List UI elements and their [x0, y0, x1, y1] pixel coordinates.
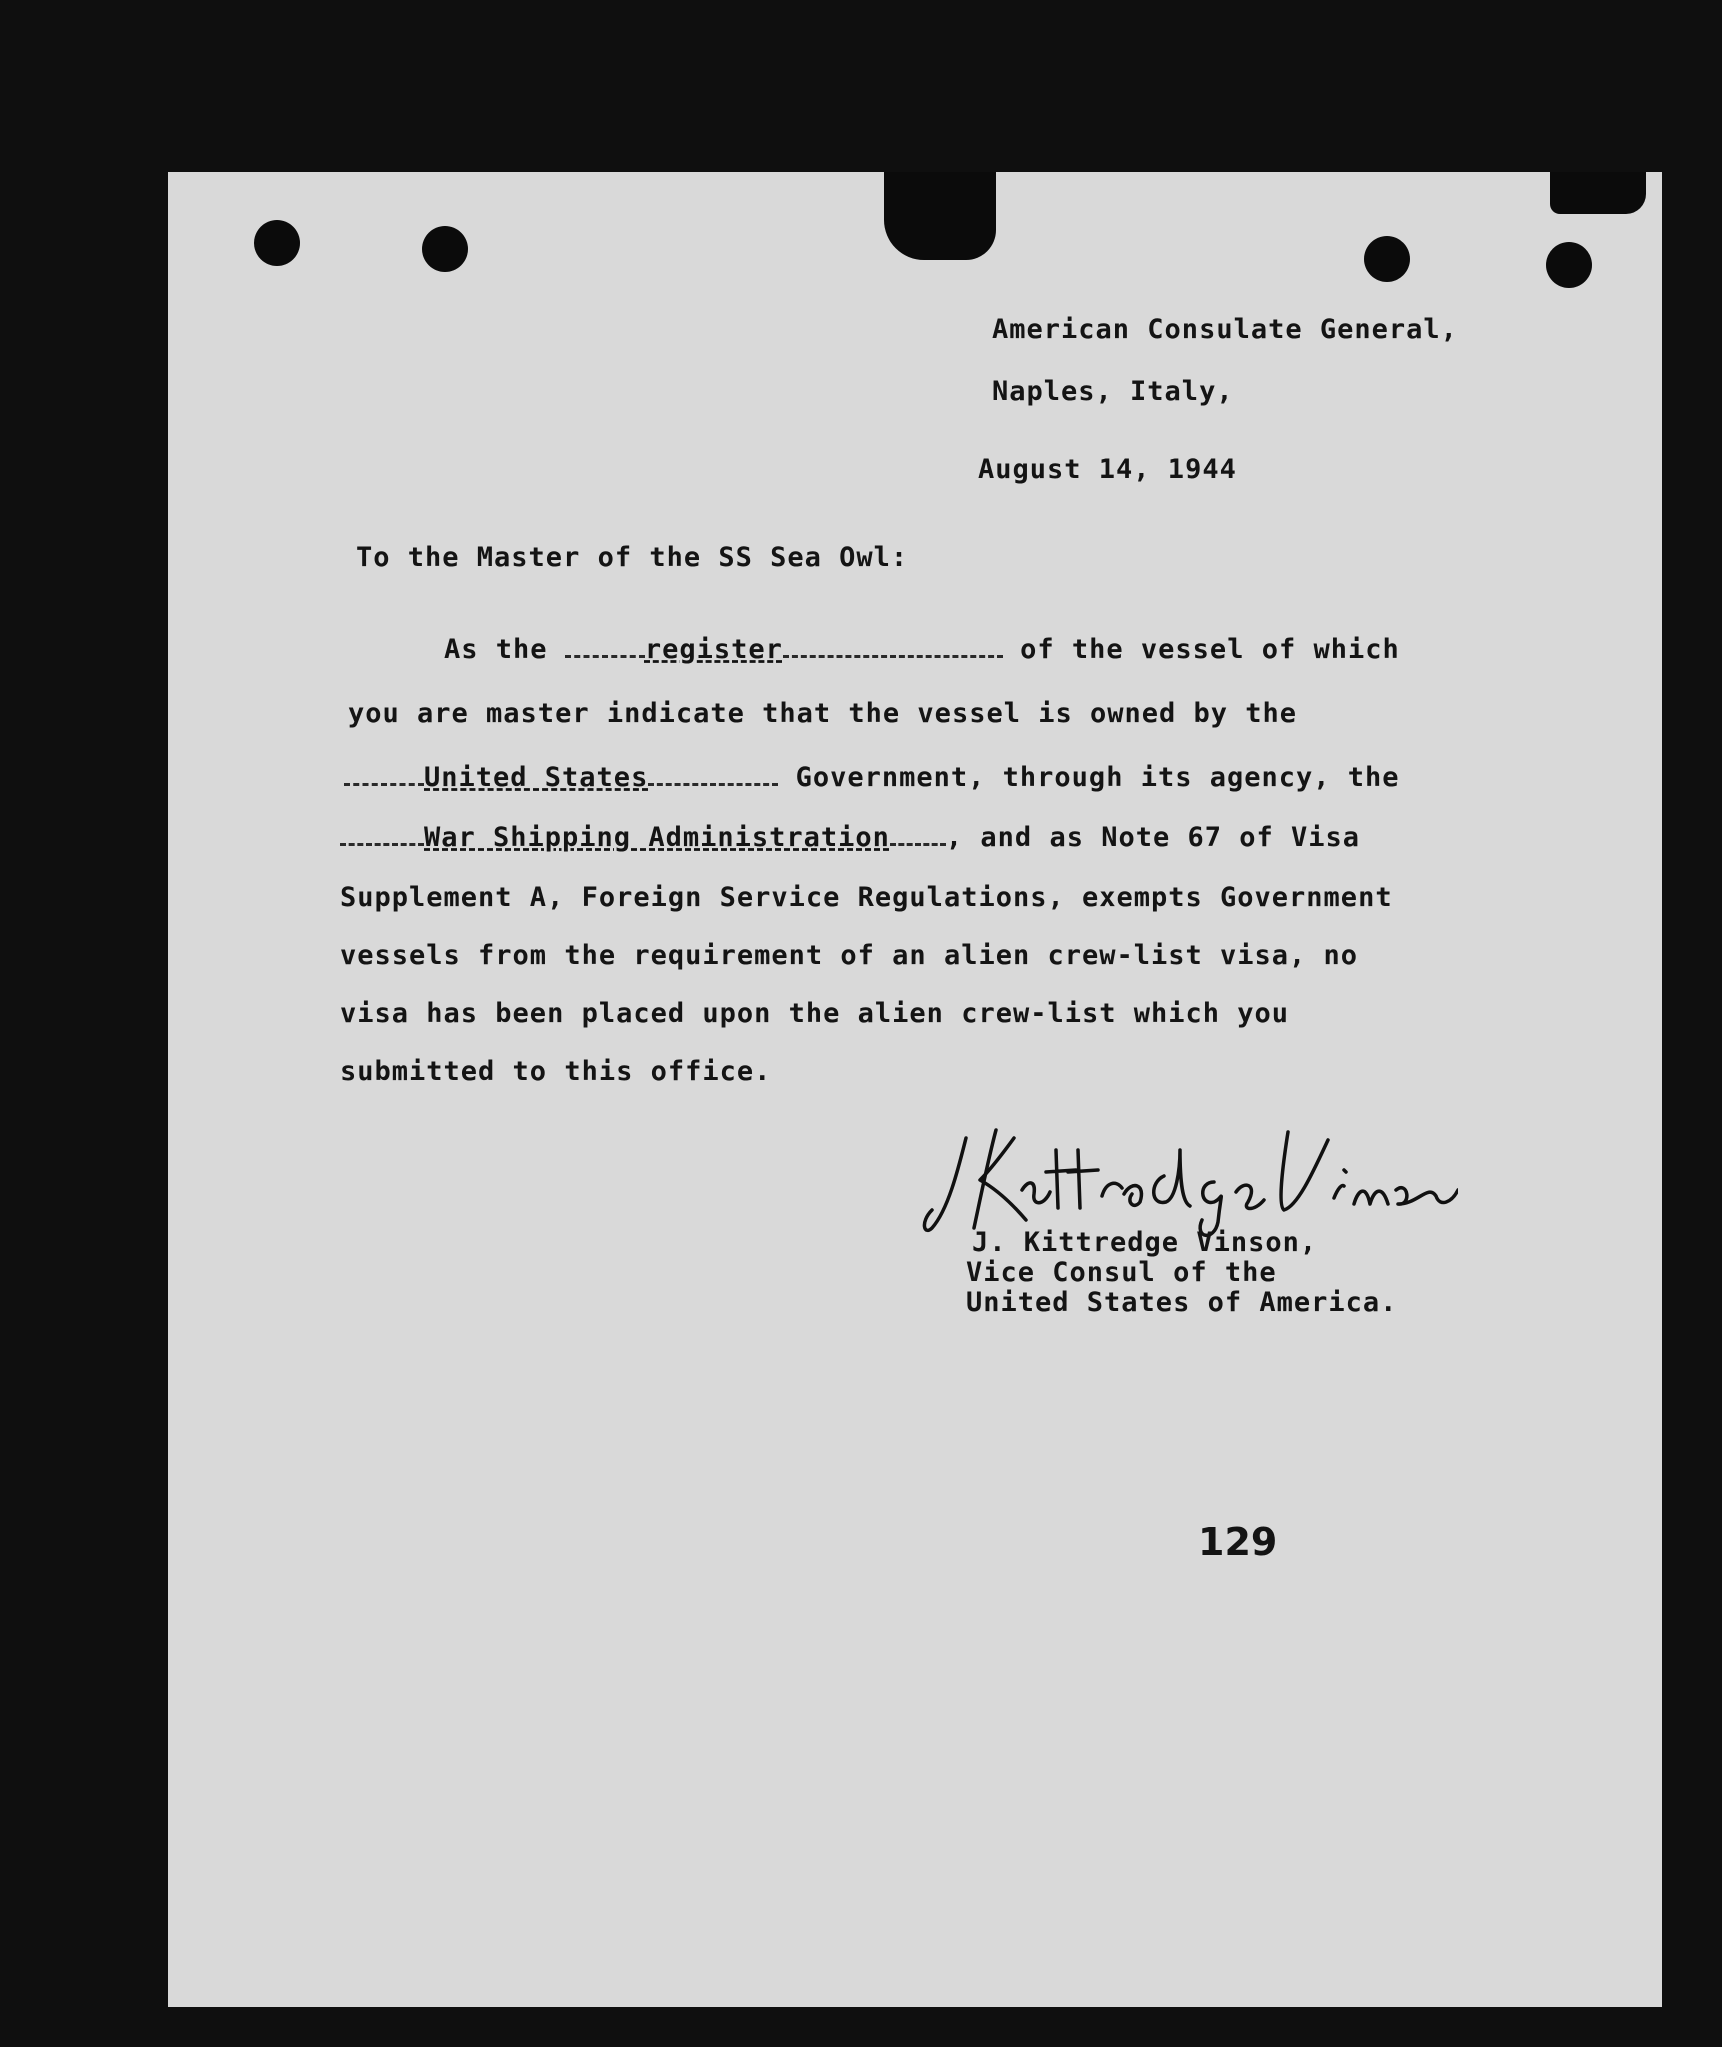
page-number: 129: [1198, 1520, 1278, 1564]
torn-corner: [1550, 172, 1646, 214]
body-line-1: [444, 634, 1400, 665]
body-line-7: visa has been placed upon the alien crew-list which you: [340, 998, 1290, 1029]
line1-fill: register: [644, 634, 783, 665]
body-line-2: you are master indicate that the vessel is owned by the: [348, 698, 1298, 729]
punch-hole-1: [254, 220, 300, 266]
punch-hole-3: [1364, 236, 1410, 282]
date-line: August 14, 1944: [978, 454, 1237, 485]
punch-hole-4: [1546, 242, 1592, 288]
body-line-8: submitted to this office.: [340, 1056, 772, 1087]
blank-dash: [340, 843, 424, 846]
line4-fill: War Shipping Administration: [424, 822, 890, 853]
blank-dash: [565, 655, 645, 658]
salutation: To the Master of the SS Sea Owl:: [356, 542, 909, 573]
signer-title: Vice Consul of the: [966, 1257, 1277, 1288]
body-line-5: Supplement A, Foreign Service Regulations, exempts Government: [340, 882, 1393, 913]
signer-country: United States of America.: [966, 1287, 1398, 1318]
letter-page: [168, 172, 1662, 2007]
office-line: American Consulate General,: [992, 314, 1458, 345]
city-line: Naples, Italy,: [992, 376, 1234, 407]
signer-name: J. Kittredge Vinson,: [972, 1227, 1318, 1258]
body-line-6: vessels from the requirement of an alien crew-list visa, no: [340, 940, 1359, 971]
body-line-3: [344, 762, 1400, 793]
blank-dash: [648, 783, 778, 786]
line3-suffix: Government, through its agency, the: [795, 762, 1400, 793]
blank-dash: [783, 655, 1003, 658]
torn-edge: [884, 172, 996, 260]
blank-dash: [890, 843, 946, 846]
line3-fill: United States: [424, 762, 649, 793]
blank-dash: [344, 783, 424, 786]
line1-prefix: As the: [444, 634, 548, 665]
punch-hole-2: [422, 226, 468, 272]
body-line-4: [340, 822, 1360, 853]
line1-suffix: of the vessel of which: [1020, 634, 1400, 665]
line4-suffix: , and as Note 67 of Visa: [945, 822, 1361, 853]
